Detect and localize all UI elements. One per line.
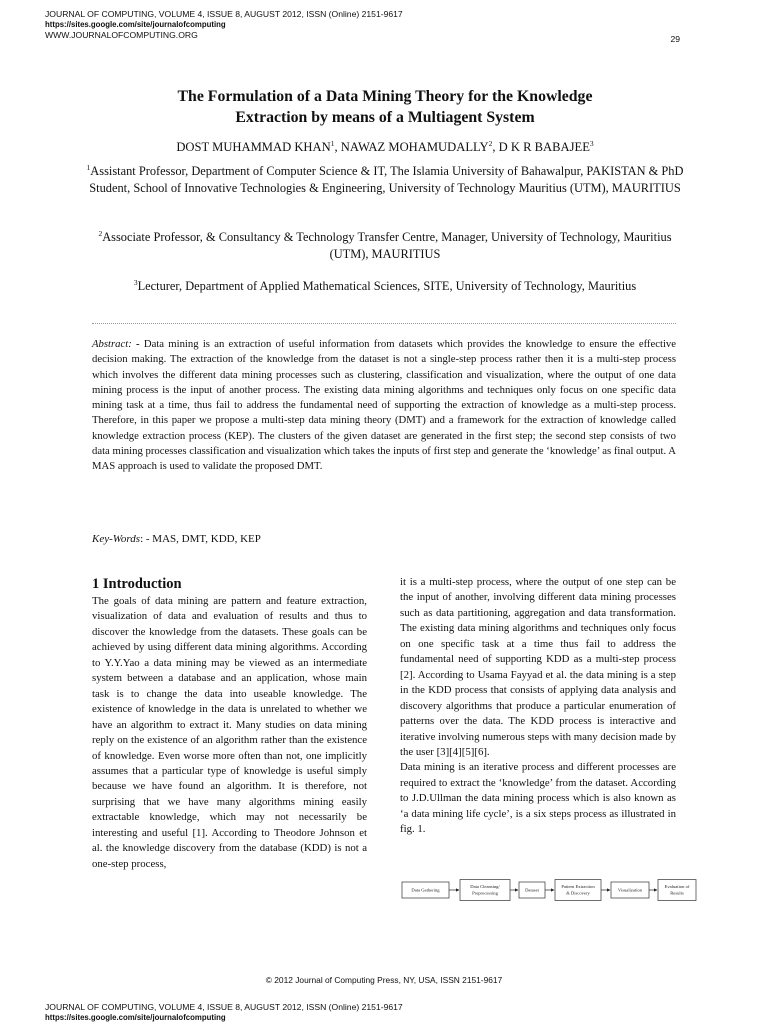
author-sep: ,: [492, 140, 499, 154]
journal-website[interactable]: WWW.JOURNALOFCOMPUTING.ORG: [45, 30, 198, 40]
author-name: NAWAZ MOHAMUDALLY: [340, 140, 489, 154]
affiliation-1: [86, 163, 684, 196]
figure-step-label: Data Cleansing/: [470, 884, 500, 889]
affiliation-text: Lecturer, Department of Applied Mathematical Sciences, SITE, University of Technology, Mauritius: [137, 279, 637, 293]
page-number: 29: [670, 34, 680, 44]
keywords: [92, 532, 676, 546]
figure-step-label: Visualization: [617, 887, 643, 893]
body-column-right: [400, 575, 676, 838]
paragraph: it is a multi-step process, where the output of one step can be the input of another, involving different data mining processes such as data partitioning, aggregation and data transformation. The existing data mining algorithms and techniques only focus on one specific task at a time thus fail to address the fundamental need of supporting KDD as a multi-step process [2]. According to Usama Fayyad et al. the data mining is a step in the KDD process that consists of applying data analysis and discovery algorithms that produce a particular enumeration of patterns over the data. The KDD process is interactive and iterative involving numerous steps with many decision made by the user [3][4][5][6].: [400, 576, 676, 758]
figure-step-label: Dataset: [525, 887, 539, 893]
figure-step-label: & Discovery: [566, 890, 590, 896]
journal-url[interactable]: https://sites.google.com/site/journalofcomputing: [45, 1012, 226, 1022]
next-page-header: [45, 1002, 403, 1023]
abstract: [92, 337, 676, 475]
affiliation-sup: 1: [86, 162, 91, 172]
section-heading: 1 Introduction: [92, 576, 182, 592]
author-sup: 2: [488, 138, 493, 148]
running-header: [45, 9, 403, 41]
keywords-label: Key-Words: [92, 533, 141, 545]
body-column-left: The goals of data mining are pattern and feature extraction, visualization of data and evaluation of results and thus to discover the knowledge from the datasets. These goals can be achieved by using different data mining algorithms. According to Y.Y.Yao a data mining may be viewed as an intermediate system between a database and an application, whose main task is to change the data into useable knowledge. The existence of knowledge in the data is unrelated to whether we have an algorithm to extract it. Many studies on data mining reply on the existence of an algorithm rather than the existence of knowledge. Even worse more often than not, one implicitly assumes that a particular type of knowledge is useful simply because we have found an algorithm. It is therefore, not surprising that we have many algorithms mining easily extractable knowledge, which may not necessarily be interesting and useful [1]. According to Theodore Johnson et al. the knowledge discovery from the database (KDD) is not a one-step process,: [92, 595, 367, 870]
author-sup: 1: [330, 138, 335, 148]
paragraph: Data mining is an iterative process and different processes are required to extract the ‘knowledge’ from the dataset. According to J.D.Ullman the data mining process which is also known as ‘a data mining life cycle’, is a six steps process as illustrated in fig. 1.: [400, 761, 676, 836]
paper-title: [80, 86, 690, 128]
author-sep: ,: [334, 140, 341, 154]
affiliation-sup: 3: [133, 277, 138, 287]
figure-step-label: Evaluation of: [664, 884, 690, 889]
abstract-text: Data mining is an extraction of useful information from datasets which provides the knowledge to ensure the effective decision making. The extraction of the knowledge from the dataset is not a single-step process rather then it is a multi-step process which involves the different data mining processes such as clustering, classification and visualization, where the output of one data mining process is the input of another process. The existing data mining algorithms and techniques only focus on one specific data mining task at a time, thus fail to address the fundamental need of supporting the extraction of knowledge as a multi-step process. Therefore, in this paper we propose a multi-step data mining theory (DMT) and a framework for the extraction of knowledge called knowledge extraction process (KEP). The clusters of the given dataset are generated in the first step; the second step consists of two data mining processes classification and visualization which takes the inputs of first step and generate the ‘knowledge’ as final output. A MAS approach is used to validate the proposed DMT.: [92, 338, 677, 473]
journal-line: JOURNAL OF COMPUTING, VOLUME 4, ISSUE 8, AUGUST 2012, ISSN (Online) 2151-9617: [45, 1002, 403, 1012]
affiliation-text: Associate Professor, & Consultancy & Technology Transfer Centre, Manager, University of Technology, Mauritius (UTM), MAURITIUS: [102, 230, 672, 261]
figure-step-label: Results: [670, 890, 684, 896]
title-line-2: Extraction by means of a Multiagent System: [235, 109, 535, 126]
copyright-footer: © 2012 Journal of Computing Press, NY, USA, ISSN 2151-9617: [265, 975, 503, 985]
author-name: D K R BABAJEE: [498, 140, 590, 154]
figure-step-label: Preprocessing: [472, 890, 498, 896]
affiliation-sup: 2: [98, 228, 103, 238]
affiliation-3: [86, 278, 684, 295]
affiliation-2: [86, 229, 684, 262]
affiliation-text: Assistant Professor, Department of Computer Science & IT, The Islamia University of Bahawalpur, PAKISTAN & PhD Student, School of Innovative Technologies & Engineering, University of Technology Mauritius (UTM), MAURITIUS: [89, 164, 684, 195]
abstract-divider: [92, 323, 676, 324]
figure-data-mining-life-cycle: [401, 879, 697, 904]
author-sup: 3: [589, 138, 594, 148]
figure-step-label: Pattern Extraction: [561, 884, 595, 889]
journal-url[interactable]: https://sites.google.com/site/journalofcomputing: [45, 19, 226, 29]
journal-line: JOURNAL OF COMPUTING, VOLUME 4, ISSUE 8, AUGUST 2012, ISSN (Online) 2151-9617: [45, 9, 403, 19]
author-name: DOST MUHAMMAD KHAN: [176, 140, 331, 154]
author-list: [80, 139, 690, 155]
abstract-dash: -: [131, 338, 144, 350]
title-line-1: The Formulation of a Data Mining Theory for the Knowledge: [177, 88, 593, 105]
abstract-label: Abstract:: [92, 338, 132, 350]
keywords-text: : - MAS, DMT, KDD, KEP: [140, 533, 261, 545]
figure-step-label: Data Gathering: [411, 887, 440, 893]
